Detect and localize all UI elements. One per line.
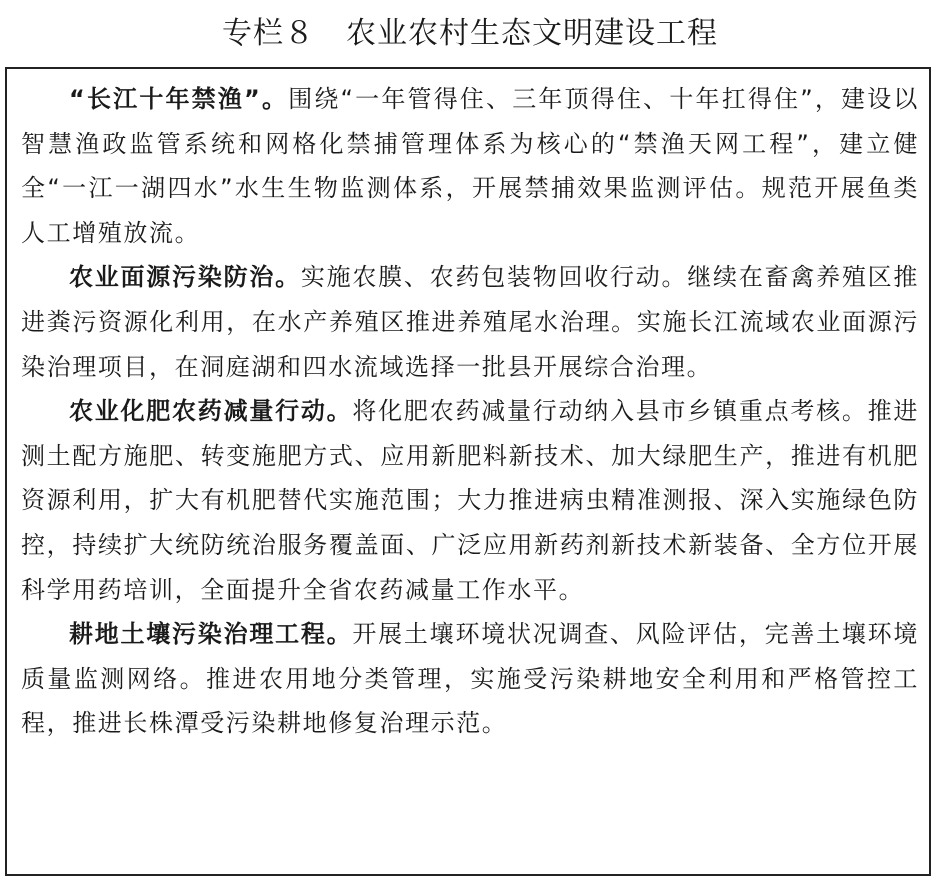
column-title: 专栏８ 农业农村生态文明建设工程 xyxy=(222,16,718,51)
section-body: 围绕“一年管得住、三年顶得住、十年扛得住”，建设以智慧渔政监管系统和网格化禁捕管理体系为核心的“禁渔天网工程”，建立健全“一江一湖四水”水生生物监测体系，开展禁捕效果监测评估。规范开展鱼类人工增殖放流。 xyxy=(21,85,919,247)
section-heading: “长江十年禁渔”。 xyxy=(69,85,289,113)
section-soil-pollution-control xyxy=(21,612,919,746)
section-body: 将化肥农药减量行动纳入县市乡镇重点考核。推进测土配方施肥、转变施肥方式、应用新肥料新技术、加大绿肥生产，推进有机肥资源利用，扩大有机肥替代实施范围；大力推进病虫精准测报、深入实施绿色防控，持续扩大统防统治服务覆盖面、广泛应用新药剂新技术新装备、全方位开展科学用药培训，全面提升全省农药减量工作水平。 xyxy=(21,397,919,604)
section-fertilizer-pesticide-reduction xyxy=(21,389,919,612)
section-yangtze-fishing-ban xyxy=(21,77,919,255)
content-box xyxy=(5,67,931,876)
section-heading: 耕地土壤污染治理工程。 xyxy=(69,620,353,649)
section-heading: 农业化肥农药减量行动。 xyxy=(69,397,353,426)
section-heading: 农业面源污染防治。 xyxy=(69,263,301,292)
section-body: 实施农膜、农药包装物回收行动。继续在畜禽养殖区推进粪污资源化利用，在水产养殖区推进养殖尾水治理。实施长江流域农业面源污染治理项目，在洞庭湖和四水流域选择一批县开展综合治理。 xyxy=(21,263,919,381)
section-body: 开展土壤环境状况调查、风险评估，完善土壤环境质量监测网络。推进农用地分类管理，实施受污染耕地安全利用和严格管控工程，推进长株潭受污染耕地修复治理示范。 xyxy=(21,620,919,738)
section-nonpoint-pollution xyxy=(21,255,919,389)
